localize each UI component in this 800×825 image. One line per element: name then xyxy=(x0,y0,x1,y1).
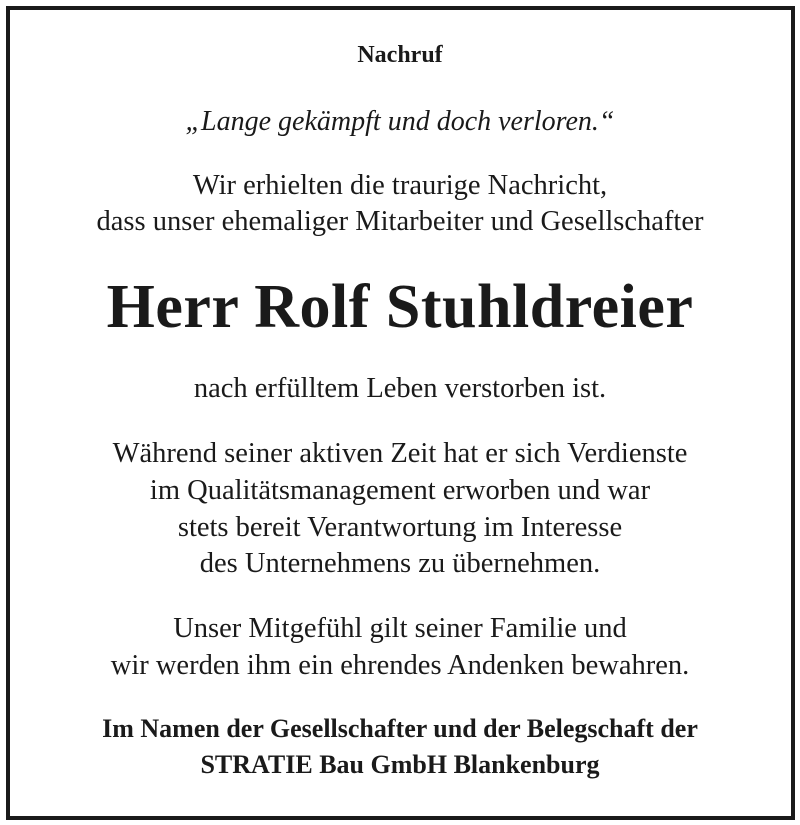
after-name-line: nach erfülltem Leben verstorben ist. xyxy=(193,373,607,404)
merits-line-1: Während seiner aktiven Zeit hat er sich Verdienste xyxy=(112,438,688,469)
merits-line-2: im Qualitätsmanagement erworben und war xyxy=(149,475,651,506)
intro-line-2: dass unser ehemaliger Mitarbeiter und Gesellschafter xyxy=(96,206,704,237)
sympathy-line-2: wir werden ihm ein ehrendes Andenken bewahren. xyxy=(110,650,690,681)
merits-line-4: des Unternehmens zu übernehmen. xyxy=(199,548,601,579)
signature-line-1: Im Namen der Gesellschafter und der Belegschaft der xyxy=(102,714,698,743)
sympathy-line-1: Unser Mitgefühl gilt seiner Familie und xyxy=(173,613,627,644)
quote: „Lange gekämpft und doch verloren.“ xyxy=(185,106,615,137)
notice-heading: Nachruf xyxy=(357,42,443,68)
deceased-name: Herr Rolf Stuhldreier xyxy=(106,273,694,341)
merits-line-3: stets bereit Verantwortung im Interesse xyxy=(177,512,623,543)
signature-line-2: STRATIE Bau GmbH Blankenburg xyxy=(200,750,600,779)
intro-line-1: Wir erhielten die traurige Nachricht, xyxy=(192,170,608,201)
